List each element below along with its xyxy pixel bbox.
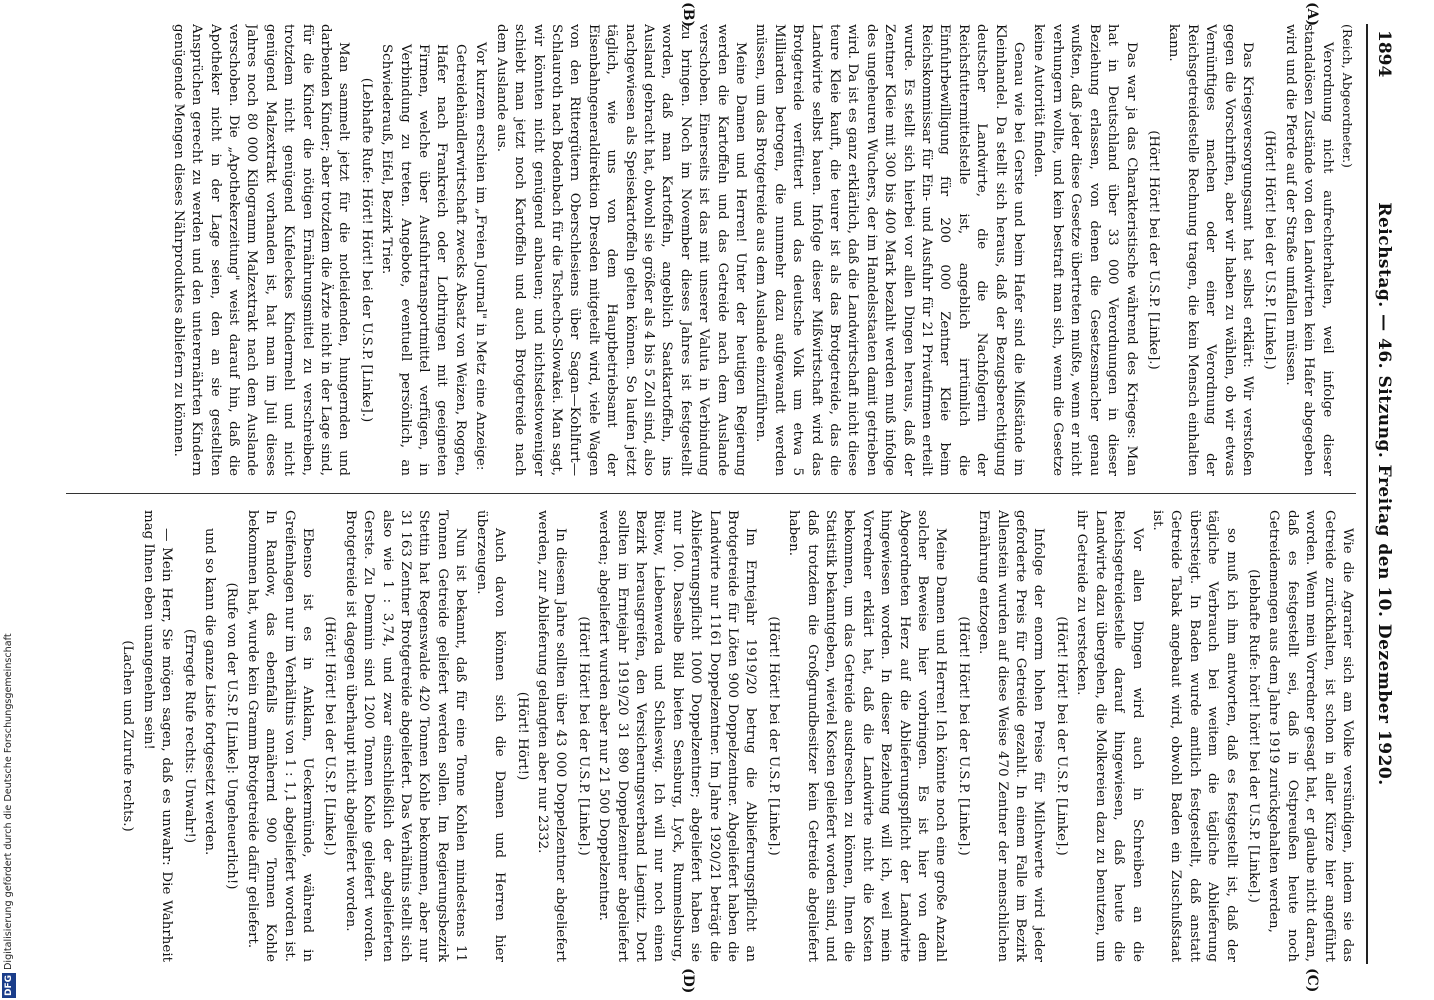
paragraph: — Mein Herr, Sie mögen sagen, daß es unwahr: Die Wahrheit mag Ihnen eben unangenehm sein! [140,510,175,962]
digitization-credit [2,604,16,998]
interjection: (Hört! Hört! bei der U.S.P. [Linke].) [1145,130,1161,370]
interjection: (Hört! Hört! bei der U.S.P. [Linke].) [322,616,338,856]
interjection: (lebhafte Rufe: hört! hört! bei der U.S.P. [Linke].) [1245,569,1261,903]
paragraph: Infolge der enorm hohen Preise für Milchwerte wird jeder geforderte Preis für Getreide gezahlt. In einem Falle im Bezirk Allenstein wurden auf diese Weise 470 Zentner der menschlichen Ernährung entzogen. [976,510,1047,962]
left-column [66,24,1356,476]
column-divider [66,493,1356,494]
speaker-label: (Reich, Abgeordneter.) [1340,24,1355,168]
paragraph: Das war ja das Charakteristische während des Krieges: Man hat in Deutschland über 33 000 Verordnungen in dieser Beziehung erlassen, von denen die Gesetzesmacher genau wußten, daß jeder diese Gesetze übertreten mußte, wenn er nicht verhungern wollte, und kein bestraft man sich, wenn die Gesetze keine Autorität finden. [1031,24,1139,476]
interjection: (Hört! Hört! bei der U.S.P. [Linke].) [955,616,971,856]
page-header [1366,24,1396,964]
margin-marker-b: (B) [680,2,696,28]
paragraph: Ebenso ist es in Anklam, Ueckermünde, während in Greifenhagen nur im Verhältnis von 1 : 1,1 abgeliefert worden ist. In Randow, das ebenfalls annähernd 900 Tonnen Kohle bekommen hat, wurde kein Gramm Brotgetreide dafür geliefert. [244,510,316,962]
interjection: (Hört! Hört! bei der U.S.P. [Linke].) [1053,616,1069,856]
credit-text: Digitalisierung gefördert durch die Deutsche Forschungsgemeinschaft [3,633,14,970]
interjection: (Rufe von der U.S.P. [Linke]: Ungeheuerlich!) [224,582,240,890]
interjection: (Hört! Hört! bei der U.S.P. [Linke].) [765,616,781,856]
paragraph: Wie die Agrarier sich am Volke versündigen, indem sie das Getreide zurückhalten, ist schon in aller Kürze hier angeführt worden. Wenn mein Vorredner gesagt hat, er glaube nicht daran, daß es festgestellt sei, daß in Ostpreußen heute noch Getreidemengen aus dem Jahre 1919 zurückgehalten werden, [1266,510,1355,962]
interjection: (Hört! Hört! bei der U.S.P. [Linke].) [575,616,591,856]
paragraph: Im Erntejahr 1919/20 betrug die Ablieferungspflicht an Brotgetreide für Löten 900 Doppelzentner. Abgeliefert haben die Landwirte nur 1161 Doppelzentner. Im Jahre 1920/21 beträgt die Ablieferungspflicht 1000 Doppelzentner; abgeliefert haben sie nur 100. Dasselbe Bild bieten Sensburg, Lyck, Rummelsburg, Bütow, Liebenwerda und Schleswig. Ich will nur noch einen Bezirk herausgreifen, den Versicherungsverband Liegnitz. Dort sollten im Erntejahr 1919/20 31 890 Doppelzentner abgeliefert werden; abgeliefert wurden aber nur 21 500 Doppelzentner. [596,510,759,962]
paragraph: Verordnung nicht aufrechterhalten, weil infolge dieser standalösen Zustände von den Landwirten kein Hafer abgegeben wird und die Pferde auf der Straße umfallen müssen. [1282,24,1335,476]
paragraph: Vor allen Dingen wird auch in Schreiben an die Reichsgetreidestelle darauf hingewiesen, daß heute die Landwirte dazu übergehen, die Molkereien dazu zu benutzen, um ihr Getreide zu verstecken. [1074,510,1145,962]
page-content [56,2,1396,994]
paragraph: Das Kriegsversorgungsamt hat selbst erklärt: Wir verstoßen gegen die Vorschriften, aber wir haben zu wählen, ob wir etwas Vernünftiges machen oder einer Verordnung der Reichsgetreidestelle Rechnung tragen, die kein Mensch einhalten kann. [1166,24,1255,476]
paragraph: Meine Damen und Herren! Unter der heutigen Regierung werden die Kartoffeln und das Getreide nach dem Auslande verschoben. Einerseits ist das mit unserer Valuta in Verbindung zu bringen. Noch im November dieses Jahres ist festgestellt worden, daß man Kartoffeln, angeblich Saatkartoffeln, ins Ausland gebracht hat, obwohl sie größer als 4 bis 5 Zoll sind, also nachgewiesen als Speisekartoffeln gelten können. So laufen jetzt täglich, wie uns von dem Hauptbetriebsamt der Eisenbahngeneraldirektion Dresden mitgeteilt wird, viele Wagen von den Rittergütern Oberschlesiens über Sagan—Kohlfurt—Schlauroth nach Bodenbach für die Tschecho-Slowakei. Man sagt, wir könnten nicht genügend anbauen; und nichtsdestoweniger schiebt man jetzt noch Kartoffeln und auch Brotgetreide nach dem Auslande aus. [493,24,748,476]
paragraph: so muß ich ihm antworten, daß es festgestellt ist, daß der tägliche Verbrauch bei weitem die tägliche Ablieferung übersteigt. In Baden wurde amtlich festgestellt, daß anstatt Getreide Tabak angebaut wird, obwohl Baden ein Zuschußstaat ist. [1149,510,1239,962]
page-number: 1894 [1374,30,1394,78]
dfg-logo: DFG [4,974,14,996]
paragraph: und so kann die ganze Liste fortgesetzt werden. [202,528,218,856]
interjection: (Erregte Rufe rechts: Unwahr!) [181,628,197,844]
margin-marker-d: (D) [680,968,696,994]
interjection: (Hört! Hört!) [514,691,530,781]
paragraph: Vor kurzem erschien im „Freien Journal" in Metz eine Anzeige: [473,42,489,471]
margin-marker-c: (C) [1304,968,1320,993]
paragraph: Nun ist bekannt, daß für eine Tonne Kohlen mindestens 11 Tonnen Getreide geliefert werden sollen. Im Regierungsbezirk Stettin hat Regenswalde 420 Tonnen Kohle bekommen, aber nur 31 163 Zentner Brotgetreide abgeliefert. Das Verhältnis stellt sich also wie 1 : 3,74, und zwar einschließlich der abgelieferten Gerste. Zu Demmin sind 1200 Tonnen Kohle geliefert worden. Brotgetreide ist dagegen überhaupt nicht abgeliefert worden. [342,510,469,962]
interjection: (Hört! Hört! bei der U.S.P. [Linke].) [1262,130,1278,370]
interjection: (Lebhafte Rufe: Hört! Hört! bei der U.S.P. [Linke].) [358,77,374,423]
margin-marker-a: (A) [1304,2,1320,27]
paragraph: Man sammelt jetzt für die notleidenden, hungernden und darbenden Kinder; aber trotzdem die Ärzte nicht in der Lage sind, für die Kinder die nötigen Ernährungsmittel zu verschreiben, trotzdem nicht genügend Kufeleckes Kindermehl und nicht genügend Malzextrakt vorhanden ist, hat man im Juli dieses Jahres noch 80 000 Kilogramm Malzextrakt nach dem Auslande verschoben. Die „Apothekerzeitung" weist darauf hin, daß die Apotheker nicht in der Lage seien, den an sie gestellten Ansprüchen gerecht zu werden und den unterernährten Kindern genügende Mengen dieses Nährproduktes abliefern zu können. [170,24,352,476]
quoted-advertisement: Getreidehändlerwirtschaft zwecks Absatz von Weizen, Roggen, Hafer nach Frankreich oder Lothringen mit geeigneten Firmen, welche über Ausfuhrtransportmittel verfügen, in Verbindung zu treten. Angebote, eventuell persönlich, an Schwiederauß, Eifel, Bezirk Trier. [379,44,468,476]
paragraph: Auch davon können sich die Damen und Herren hier überzeugen. [473,510,508,962]
running-title: Reichstag. — 46. Sitzung. Freitag den 10. Dezember 1920. [1374,202,1394,786]
interjection: (Lachen und Zurufe rechts.) [120,640,136,832]
text-columns [66,2,1356,994]
right-column [66,510,1356,962]
paragraph: Genau wie bei Gerste und beim Hafer sind die Mißstände im Kleinhandel. Da stellt sich heraus, daß der Bezugsberechtigung deutscher Landwirte, die die Nachfolgerin der Reichsfuttermittelstelle ist, angeblich irrtümlich die Einfuhrbewilligung für 200 000 Zentner Kleie beim Reichskommissar für Ein- und Ausfuhr für 21 Privatfirmen erteilt wurde. Es stellt sich hierbei vor allen Dingen heraus, daß der Zentner Kleie mit 300 bis 400 Mark bezahlt werden muß infolge des ungeheuren Wuchers, der im Handelsstaaten damit getrieben wird. Da ist es ganz erklärlich, daß die Landwirtschaft nicht diese teure Kleie kauft, die teurer ist als das Brotgetreide, das die Landwirte selbst bauen. Infolge dieser Mißwirtschaft wird das Brotgetreide verfüttert und das deutsche Volk um etwa 5 Milliarden betrogen, die nunmehr dazu aufgewandt werden müssen, um das Brotgetreide aus dem Auslande einzuführen. [753,24,1027,476]
paragraph: In diesem Jahre sollten über 43 000 Doppelzentner abgeliefert werden, zur Ablieferung gelangten aber nur 2332. [534,510,569,962]
paragraph: Meine Damen und Herren! Ich könnte noch eine große Anzahl solcher Beweise hier vorbringen. Es ist hier von dem Abgeordneten Herz auf die Ablieferungspflicht der Landwirte hingewiesen worden. In dieser Beziehung will ich, weil mein Vorredner erklärt hat, daß die Landwirte nicht die Kosten bekommen, um das Getreide ausdreschen zu können, Ihnen die Statistik bekanntgeben, wieviel Kosten geliefert worden sind, und daß trotzdem die Großgrundbesitzer kein Getreide abgeliefert haben. [786,510,949,962]
